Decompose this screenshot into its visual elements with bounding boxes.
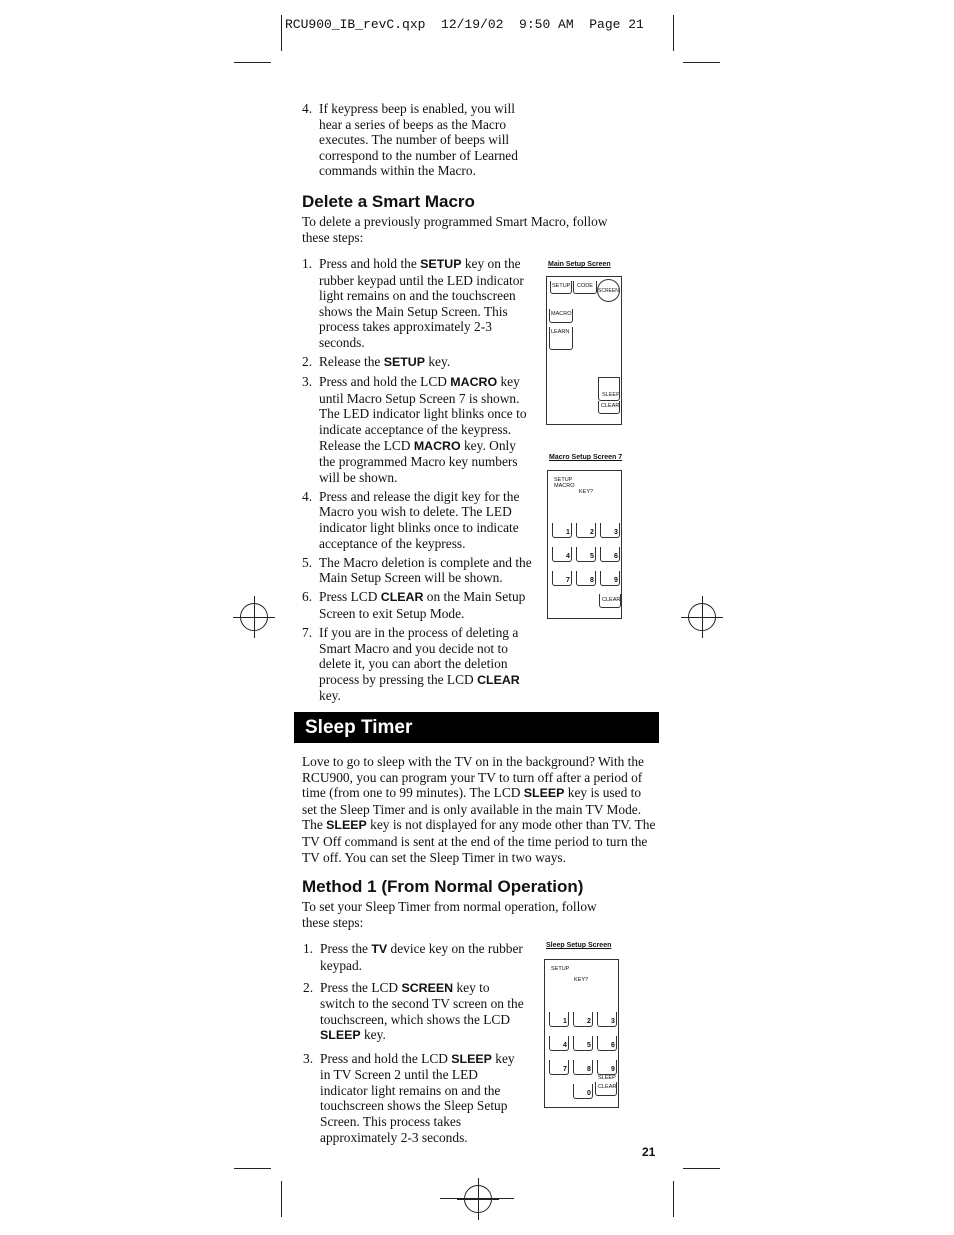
- method1-heading: Method 1 (From Normal Operation): [302, 877, 584, 896]
- delete-macro-steps: [302, 256, 534, 708]
- method1-intro: To set your Sleep Timer from normal operation, follow these steps:: [302, 899, 597, 930]
- lcd-digit-label: 5: [590, 553, 594, 560]
- lcd-sleep-label: SLEEP: [598, 1075, 616, 1081]
- lcd-macro-label: MACRO: [551, 311, 572, 317]
- method1-step: [303, 980, 525, 1044]
- registration-mark: [464, 1185, 492, 1213]
- lcd-learn-button: [549, 327, 573, 350]
- lcd-screen-label: SCREEN: [598, 288, 619, 294]
- delete-macro-step: [302, 625, 534, 704]
- step-text: key on the rubber keypad until the LED indicator light remains on and the touchscreen shows the Main Setup Screen. This process takes approximately 2-3 seconds.: [319, 256, 524, 350]
- delete-macro-step: [302, 589, 534, 621]
- step-text: key.: [425, 354, 451, 370]
- lcd-clear-button: [595, 1082, 617, 1096]
- step-text: on the Main Setup Screen to exit Setup Mode.: [319, 589, 526, 621]
- lcd-digit-label: 1: [566, 529, 570, 536]
- sleep-timer-paragraph: [302, 754, 656, 865]
- lcd-digit-label: 6: [611, 1042, 615, 1049]
- lcd-digit-label: 1: [563, 1018, 567, 1025]
- delete-macro-step: [302, 256, 534, 351]
- lcd-setup-button: [550, 281, 572, 294]
- lcd-macro-button: [549, 309, 573, 323]
- step-text: key until Macro Setup Screen 7 is shown. The LED indicator light blinks once to indicate acceptance of the keypress. Release the LCD: [319, 374, 527, 453]
- step-number: 4.: [302, 488, 313, 504]
- step-number: 1.: [302, 256, 313, 271]
- key-name: MACRO: [413, 438, 461, 453]
- lcd-setup-label: SETUP: [554, 477, 573, 483]
- page-number: 21: [642, 1145, 656, 1159]
- lcd-digit-label: 8: [587, 1066, 591, 1073]
- lcd-digit-label: 0: [587, 1090, 591, 1097]
- step-number: 3.: [302, 374, 313, 390]
- crop-mark: [234, 62, 271, 63]
- lcd-learn-label: LEARN: [551, 329, 570, 335]
- crop-mark: [683, 62, 720, 63]
- crop-mark: [440, 1198, 514, 1199]
- step-text: The Macro deletion is complete and the Main Setup Screen will be shown.: [319, 554, 532, 586]
- crop-mark: [673, 15, 674, 51]
- sleep-setup-screen: [544, 959, 619, 1108]
- sleep-timer-banner: Sleep Timer: [294, 712, 659, 743]
- lcd-clear-label: CLEAR: [602, 597, 621, 603]
- crop-mark: [683, 1168, 720, 1169]
- step-text: Press and release the digit key for the Macro you wish to delete. The LED indicator light blinks once to indicate acceptance of the keypress.: [319, 488, 520, 551]
- step-text: key to switch to the second TV screen on the touchscreen, which shows the LCD: [320, 979, 524, 1027]
- key-name: SLEEP: [451, 1051, 492, 1066]
- lcd-digit-label: 7: [566, 577, 570, 584]
- step-text: key.: [319, 688, 341, 704]
- lcd-macro-label: MACRO: [554, 483, 575, 489]
- lcd-clear-button: [598, 401, 620, 414]
- registration-mark: [240, 603, 268, 631]
- step-text: Press and hold the: [319, 256, 421, 271]
- step-number: 6.: [302, 589, 313, 605]
- lcd-setup-label: SETUP: [552, 283, 571, 289]
- lcd-code-button: [573, 281, 597, 294]
- method1-steps: [303, 941, 525, 1152]
- intro-step: 4. If keypress beep is enabled, you will hear a series of beeps as the Macro executes. The number of beeps will correspond to the number of Learned commands within the Macro.: [302, 101, 518, 179]
- delete-macro-step: [302, 354, 534, 371]
- step-number: 7.: [302, 625, 313, 641]
- step-text: Press and hold the LCD: [320, 1050, 452, 1066]
- lcd-digit-label: 4: [566, 553, 570, 560]
- sleep-timer-text: key is not displayed for any mode other than TV. The TV Off command is sent at the end of the time period to turn the TV off. You can set the Sleep Timer in two ways.: [302, 817, 656, 865]
- step-text: device key on the rubber keypad.: [320, 941, 523, 973]
- delete-macro-step: [302, 374, 534, 485]
- sleep-timer-text: Love to go to sleep with the TV on in the background? With the RCU900, you can program your TV to turn off after a period of time (from one to 99 minutes). The LCD: [302, 754, 644, 801]
- lcd-key-prompt: KEY?: [579, 489, 594, 495]
- delete-macro-intro: To delete a previously programmed Smart Macro, follow these steps:: [302, 214, 608, 245]
- lcd-digit-label: 6: [614, 553, 618, 560]
- lcd-digit-label: 5: [587, 1042, 591, 1049]
- delete-macro-step: [302, 489, 534, 551]
- lcd-screen-button: [597, 279, 620, 302]
- delete-macro-step: [302, 555, 534, 586]
- lcd-digit-label: 9: [611, 1066, 615, 1073]
- step-number: 2.: [303, 979, 314, 995]
- delete-macro-heading: Delete a Smart Macro: [302, 192, 475, 211]
- macro-setup-screen: [547, 470, 622, 619]
- lcd-digit-label: 3: [614, 529, 618, 536]
- method1-step: [303, 1051, 525, 1146]
- lcd-digit-label: 2: [587, 1018, 591, 1025]
- lcd-digit-label: 2: [590, 529, 594, 536]
- lcd-digit-label: 7: [563, 1066, 567, 1073]
- method1-step: [303, 941, 525, 973]
- registration-mark: [688, 603, 716, 631]
- key-name: CLEAR: [380, 590, 424, 605]
- main-setup-screen: [546, 276, 622, 425]
- main-setup-caption: Main Setup Screen: [548, 261, 611, 268]
- step-text: key in TV Screen 2 until the LED indicator light remains on and the touchscreen shows the Sleep Setup Screen. This process takes approximately 2-3 seconds.: [320, 1050, 515, 1145]
- key-name: SETUP: [383, 355, 426, 370]
- lcd-digit-label: 4: [563, 1042, 567, 1049]
- step-number: 3.: [303, 1050, 314, 1066]
- crop-mark: [281, 1181, 282, 1217]
- lcd-clear-label: CLEAR: [601, 403, 620, 409]
- key-name: TV: [371, 942, 388, 956]
- step-text: Press LCD: [319, 589, 381, 605]
- step-text: Press the: [320, 941, 372, 956]
- step-text: Press and hold the LCD: [319, 374, 451, 390]
- sleep-timer-text: key is used to set the Sleep Timer and is only available in the main TV Mode. The: [302, 785, 642, 833]
- lcd-clear-button: [599, 594, 621, 608]
- lcd-code-label: CODE: [577, 283, 593, 289]
- key-name: SETUP: [420, 257, 462, 271]
- key-name: CLEAR: [477, 672, 520, 687]
- lcd-sleep-label: SLEEP: [602, 392, 620, 398]
- lcd-digit-label: 3: [611, 1018, 615, 1025]
- step-number: 2.: [302, 354, 313, 370]
- step-text: Press the LCD: [320, 979, 402, 995]
- key-name: SLEEP: [320, 1028, 361, 1043]
- step-text: If you are in the process of deleting a Smart Macro and you decide not to delete it, you can abort the deletion process by pressing the LCD: [319, 625, 519, 687]
- lcd-clear-label: CLEAR: [598, 1084, 617, 1090]
- crop-mark: [673, 1181, 674, 1217]
- key-name: SLEEP: [326, 818, 367, 833]
- key-name: SCREEN: [401, 980, 454, 995]
- lcd-digit-label: 8: [590, 577, 594, 584]
- step-text: Release the: [319, 354, 384, 370]
- sleep-setup-caption: Sleep Setup Screen: [546, 942, 612, 949]
- step-number: 1.: [303, 941, 314, 956]
- key-name: MACRO: [450, 375, 498, 390]
- step-number: 5.: [302, 554, 313, 570]
- lcd-key-prompt: KEY?: [574, 977, 589, 983]
- macro-setup-caption: Macro Setup Screen 7: [549, 454, 623, 461]
- lcd-sleep-button: [598, 377, 620, 401]
- intro-step-text: If keypress beep is enabled, you will hear a series of beeps as the Macro executes. The number of beeps will correspond to the number of Learned commands within the Macro.: [319, 101, 518, 179]
- lcd-setup-label: SETUP: [551, 966, 570, 972]
- crop-mark: [234, 1168, 271, 1169]
- crop-mark: [281, 15, 282, 51]
- slug-line: RCU900_IB_revC.qxp 12/19/02 9:50 AM Page 21: [285, 17, 644, 32]
- step-text: key.: [360, 1027, 386, 1043]
- key-name: SLEEP: [523, 786, 565, 801]
- lcd-digit-label: 9: [614, 577, 618, 584]
- step-text: key. Only the programmed Macro key numbers will be shown.: [319, 437, 518, 485]
